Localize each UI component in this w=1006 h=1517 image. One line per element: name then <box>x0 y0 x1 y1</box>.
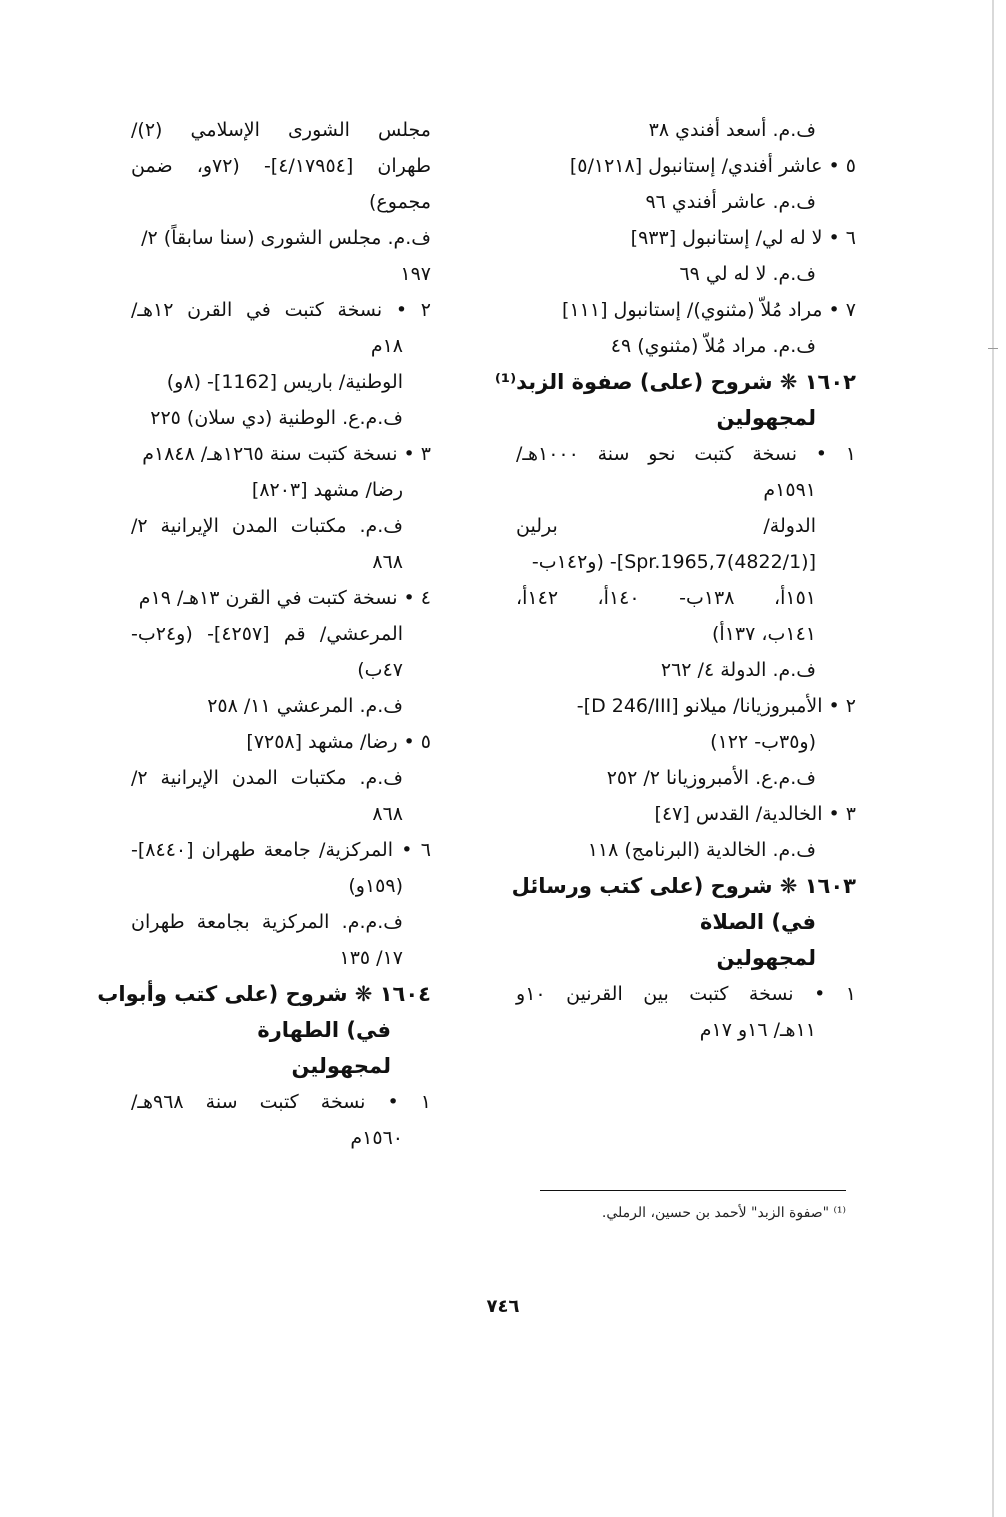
text-line: ٢ • الأمبروزيانا/ ميلانو [D 246/III]- <box>576 695 856 717</box>
text-line: ف.م. أسعد أفندي ٣٨ <box>648 119 816 141</box>
text-line: (١٥٩و) <box>348 875 403 897</box>
right-column <box>494 112 856 1048</box>
text-line: ١٥٦٠م <box>350 1127 403 1149</box>
text-line: ف.م. مجلس الشورى (سنا سابقاً) ٢/ <box>141 227 431 249</box>
text-line: ٣ • الخالدية/ القدس [٤٧] <box>654 803 856 825</box>
text-line: ٥ • رضا/ مشهد [٧٢٥٨] <box>246 731 431 753</box>
text-line: ١٥٩١م <box>763 479 816 501</box>
text-line: ٣ • نسخة كتبت سنة ١٢٦٥هـ/ ١٨٤٨م <box>142 443 431 465</box>
entry-heading-continued: في) الصلاة <box>699 910 816 934</box>
text-line: (و٣٥ب- ١٢٢) <box>710 731 816 753</box>
page-edge-mark <box>988 348 998 349</box>
entry-author: لمجهولين <box>716 406 816 430</box>
text-line: مجلس الشورى الإسلامي (٢)/ <box>131 119 431 141</box>
text-line: ١١هـ/ ١٦و ١٧م <box>699 1019 816 1041</box>
text-line: ف.م. مكتبات المدن الإيرانية ٢/ <box>131 767 403 789</box>
text-line: ١٥١أ، ١٣٨ب- ١٤٠أ، ١٤٢أ، <box>516 587 817 609</box>
text-line: ف.م. المرعشي ١١/ ٢٥٨ <box>207 695 403 717</box>
text-line: ١ • نسخة كتبت سنة ٩٦٨هـ/ <box>131 1091 431 1113</box>
text-line: ٤٧ب) <box>357 659 403 681</box>
entry-author: لمجهولين <box>716 946 816 970</box>
text-line: المرعشي/ قم [٤٢٥٧]- (و٢٤ب- <box>131 623 403 645</box>
text-line: ف.م.ع. الوطنية (دي سلان) ٢٢٥ <box>150 407 403 429</box>
text-line: ١ • نسخة كتبت بين القرنين ١٠و <box>516 983 856 1005</box>
text-line: ف.م. عاشر أفندي ٩٦ <box>645 191 816 213</box>
text-line: ٧ • مراد مُلاّ (مثنوي)/ إستانبول [١١١] <box>562 299 856 321</box>
text-line: ف.م.ع. الأمبروزيانا ٢/ ٢٥٢ <box>606 767 816 789</box>
entry-heading: ١٦٠٣ ❋ شروح (على كتب ورسائل <box>511 874 856 898</box>
text-line: ف.م. لا له لي ٦٩ <box>679 263 816 285</box>
text-line: الوطنية/ باريس [1162]- (٨و) <box>166 371 403 393</box>
page-edge-rule <box>992 0 994 1517</box>
text-line: ف.م. مكتبات المدن الإيرانية ٢/ <box>131 515 403 537</box>
text-line: ف.م. مراد مُلاّ (مثنوي) ٤٩ <box>610 335 816 357</box>
text-line: الدولة/ برلين <box>516 515 816 537</box>
text-line: ٨٦٨ <box>372 551 403 573</box>
entry-heading-continued: في) الطهارة <box>257 1018 391 1042</box>
text-line: ٦ • المركزية/ جامعة طهران [٨٤٤٠]- <box>131 839 431 861</box>
text-line: ٦ • لا له لي/ إستانبول [٩٣٣] <box>630 227 856 249</box>
text-line: [(4822/1)Spr.1965,7]- (و١٤٢ب- <box>531 551 816 573</box>
text-line: ٢ • نسخة كتبت في القرن ١٢هـ/ <box>131 299 431 321</box>
text-line: ١٤١ب، ١٣٧أ) <box>711 623 816 645</box>
text-line: ف.م. الدولة ٤/ ٢٦٢ <box>660 659 816 681</box>
text-line: ١٧/ ١٣٥ <box>339 947 403 969</box>
footnote-separator <box>540 1190 846 1191</box>
entry-heading: ١٦٠٤ ❋ شروح (على كتب وأبواب <box>97 982 431 1006</box>
text-line: ٨٦٨ <box>372 803 403 825</box>
entry-author: لمجهولين <box>291 1054 391 1078</box>
text-line: مجموع) <box>369 191 431 213</box>
text-line: ١ • نسخة كتبت نحو سنة ١٠٠٠هـ/ <box>516 443 856 465</box>
text-line: رضا/ مشهد [٨٢٠٣] <box>251 479 403 501</box>
text-line: ٤ • نسخة كتبت في القرن ١٣هـ/ ١٩م <box>138 587 431 609</box>
text-line: طهران [٤/١٧٩٥٤]- (٧٢و، ضمن <box>131 155 431 177</box>
text-line: ١٩٧ <box>400 263 431 285</box>
footnote: ⁽¹⁾ "صفوة الزبد" لأحمد بن حسين، الرملي. <box>601 1205 846 1221</box>
left-column <box>97 112 431 1156</box>
entry-heading: ١٦٠٢ ❋ شروح (على) صفوة الزبد⁽¹⁾ <box>494 370 856 394</box>
page-number: ٧٤٦ <box>486 1296 520 1317</box>
text-line: ف.م. الخالدية (البرنامج) ١١٨ <box>587 839 816 861</box>
text-line: ٥ • عاشر أفندي/ إستانبول [٥/١٢١٨] <box>569 155 856 177</box>
text-line: ف.م.م. المركزية بجامعة طهران <box>131 911 403 933</box>
text-line: ١٨م <box>370 335 403 357</box>
